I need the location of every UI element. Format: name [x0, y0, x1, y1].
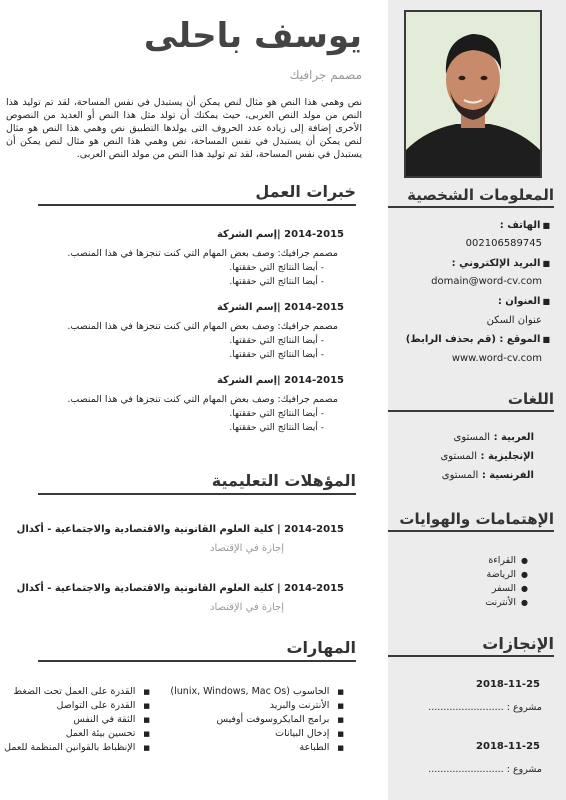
- profile-photo: [404, 10, 542, 178]
- hobby-item: ● الأنترنت: [485, 597, 528, 608]
- education-degree: إجازة في الإقتصاد: [210, 602, 284, 613]
- experience-description: مصمم جرافيك: وصف بعض المهام التي كنت تنجزها في هذا المنصب.: [67, 248, 338, 259]
- language-item: الإنجليزية : المستوى: [440, 451, 534, 462]
- achievement-date: 2018-11-25: [476, 741, 540, 752]
- experience-point: - أيضا النتائج التي حققتها.: [229, 336, 324, 346]
- address-value: عنوان السكن: [486, 315, 542, 326]
- skill-item: ■برامج المايكروسوفت أوفيس: [216, 714, 344, 725]
- experience-title: 2014-2015 |إسم الشركة: [216, 375, 344, 386]
- language-item: الفرنسية : المستوى: [441, 470, 534, 481]
- person-name: يوسف باحلى: [143, 16, 362, 56]
- skill-item: ■القدرة على العمل تحت الضغط: [13, 686, 150, 697]
- education-heading: المؤهلات التعليمية: [38, 471, 356, 495]
- skill-item: ■تحسين بيئة العمل: [65, 728, 150, 739]
- achievements-heading: الإنجازات: [388, 634, 554, 657]
- email-label: ■البريد الإلكتروني :: [451, 258, 550, 269]
- experience-point: - أيضا النتائج التي حققتها.: [229, 350, 324, 360]
- achievement-project: مشروع : .........................: [428, 702, 542, 713]
- languages-heading: اللغات: [388, 390, 554, 412]
- experience-point: - أيضا النتائج التي حققتها.: [229, 423, 324, 433]
- job-title: مصمم جرافيك: [289, 68, 362, 82]
- experience-point: - أيضا النتائج التي حققتها.: [229, 277, 324, 287]
- phone-value: 002106589745: [465, 238, 542, 249]
- education-title: 2014-2015 | كلية العلوم القانونية والاقتصادية والاجتماعية - أكدال: [16, 524, 344, 535]
- profile-summary: نص وهمي هذا النص هو مثال لنص يمكن أن يستبدل في نفس المساحة، لقد تم توليد هذا النص من مولد النص العربى، حيث يمكنك أن تولد مثل هذا النص أو العديد من النصوص الأخرى إضافة إلى زيادة عدد الحروف التى يولدها التطبيق نص وهمي هذا النص هو مثال لنص يمكن أن يستبدل في نفس المساحة، نص وهمي هذا النص هو مثال لنص يمكن أن يستبدل في نفس المساحة، لقد تم توليد هذا النص من مولد النص العربى.: [6, 97, 362, 160]
- website-label: ■الموقع : (قم بحذف الرابط): [405, 334, 550, 345]
- experience-heading: خبرات العمل: [38, 182, 356, 206]
- skill-item: ■الحاسوب (lunix, Windows, Mac Os): [170, 686, 344, 697]
- experience-title: 2014-2015 |إسم الشركة: [216, 302, 344, 313]
- achievement-project: مشروع : .........................: [428, 764, 542, 775]
- skill-item: ■الإنظباط بالقوانين المنظمة للعمل: [4, 742, 150, 753]
- skill-item: ■الثقة في النفس: [73, 714, 150, 725]
- experience-title: 2014-2015 |إسم الشركة: [216, 229, 344, 240]
- skill-item: ■الأنترنت والبريد: [269, 700, 344, 711]
- skill-item: ■إدخال البيانات: [275, 728, 344, 739]
- hobbies-heading: الإهتمامات والهوايات: [388, 510, 554, 532]
- education-degree: إجازة في الإقتصاد: [210, 543, 284, 554]
- address-label: ■العنوان :: [497, 296, 550, 307]
- hobby-item: ● القراءة: [488, 555, 528, 566]
- email-value: domain@word-cv.com: [431, 276, 542, 287]
- language-item: العربية : المستوى: [453, 432, 534, 443]
- education-title: 2014-2015 | كلية العلوم القانونية والاقتصادية والاجتماعية - أكدال: [16, 583, 344, 594]
- achievement-date: 2018-11-25: [476, 679, 540, 690]
- personal-info-heading: المعلومات الشخصية: [388, 186, 554, 208]
- skills-heading: المهارات: [38, 638, 356, 662]
- experience-point: - أيضا النتائج التي حققتها.: [229, 263, 324, 273]
- hobby-item: ● الرياضة: [486, 569, 528, 580]
- experience-point: - أيضا النتائج التي حققتها.: [229, 409, 324, 419]
- skill-item: ■الطباعة: [299, 742, 344, 753]
- hobby-item: ● السفر: [491, 583, 528, 594]
- experience-description: مصمم جرافيك: وصف بعض المهام التي كنت تنجزها في هذا المنصب.: [67, 394, 338, 405]
- phone-label: ■الهاتف :: [499, 220, 550, 231]
- website-value: www.word-cv.com: [451, 353, 542, 364]
- experience-description: مصمم جرافيك: وصف بعض المهام التي كنت تنجزها في هذا المنصب.: [67, 321, 338, 332]
- skill-item: ■القدرة على التواصل: [56, 700, 150, 711]
- sidebar: [388, 0, 566, 800]
